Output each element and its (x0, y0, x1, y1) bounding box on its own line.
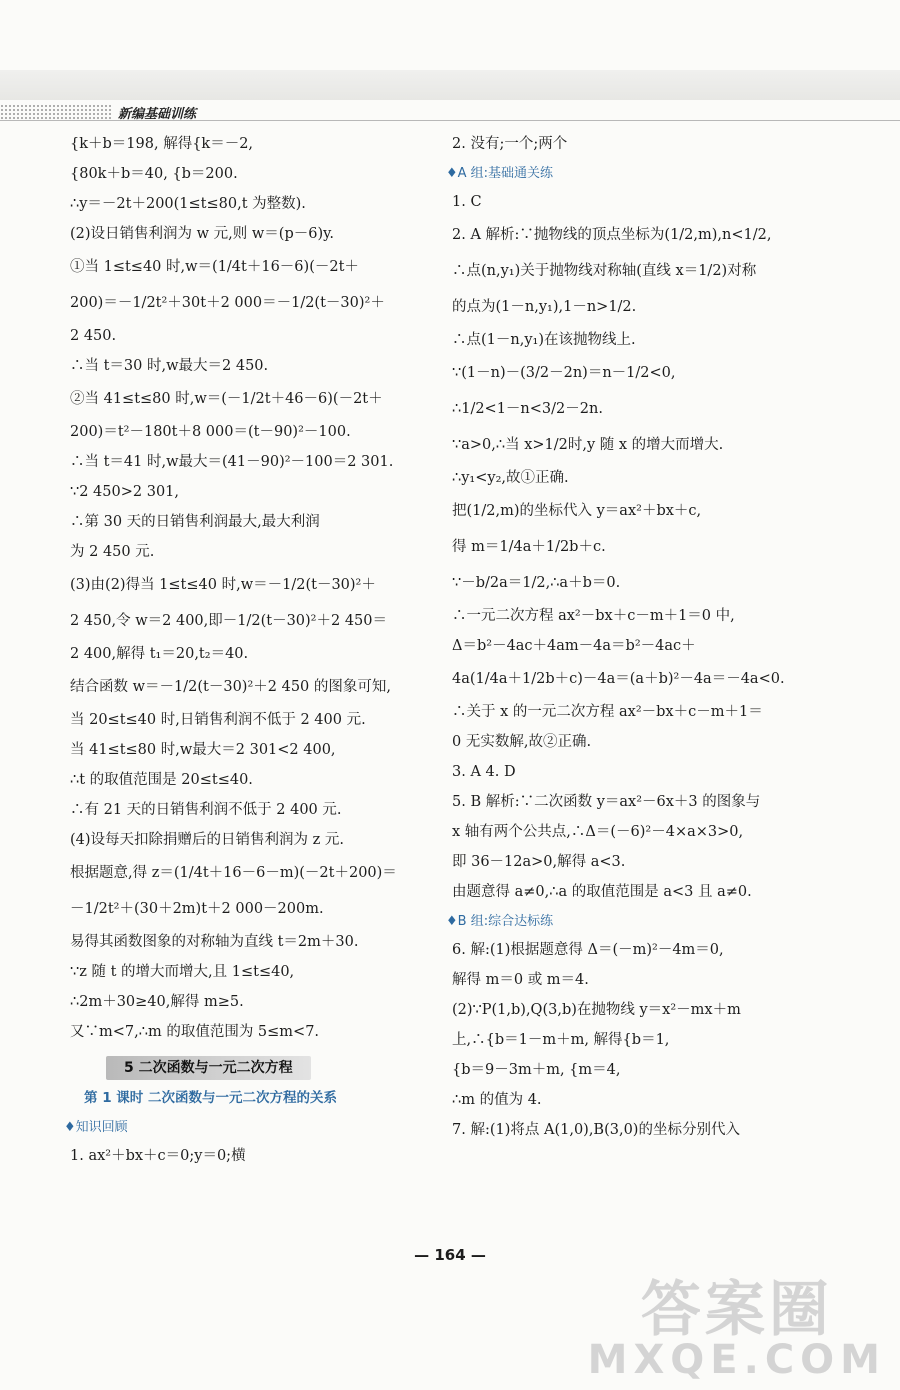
text-line: 的点为(1－n,y₁),1－n>1/2. (452, 299, 637, 315)
text-line: ∴一元二次方程 ax²－bx＋c－m＋1＝0 中, (452, 608, 735, 624)
text-line: x 轴有两个公共点,∴Δ＝(－6)²－4×a×3>0, (452, 824, 744, 840)
right-column (446, 134, 812, 1150)
watermark-logo (587, 1275, 886, 1383)
text-line: ①当 1≤t≤40 时,w＝(1/4t＋16－6)(－2t＋ (70, 259, 359, 275)
text-line: {k＋b＝198, 解得{k＝－2, (70, 136, 254, 152)
text-line: (2)∵P(1,b),Q(3,b)在抛物线 y＝x²－mx＋m (452, 1002, 741, 1018)
section-heading: ♦B 组:综合达标练 (446, 914, 554, 929)
text-line: (2)设日销售利润为 w 元,则 w＝(p－6)y. (70, 226, 334, 242)
text-line: 由题意得 a≠0,∴a 的取值范围是 a<3 且 a≠0. (452, 884, 752, 900)
text-line: 解得 m＝0 或 m＝4. (452, 972, 589, 988)
text-line: 当 20≤t≤40 时,日销售利润不低于 2 400 元. (70, 712, 366, 728)
text-line: 3. A 4. D (452, 764, 516, 780)
text-line: 易得其函数图象的对称轴为直线 t＝2m＋30. (70, 934, 359, 950)
text-line: ∴1/2<1－n<3/2－2n. (452, 401, 603, 417)
text-line: 5. B 解析:∵二次函数 y＝ax²－6x＋3 的图象与 (452, 794, 761, 810)
text-line: ∴m 的值为 4. (452, 1092, 542, 1108)
text-line: ∵－b/2a＝1/2,∴a＋b＝0. (452, 575, 621, 591)
text-line: 把(1/2,m)的坐标代入 y＝ax²＋bx＋c, (452, 503, 702, 519)
text-line: ∴t 的取值范围是 20≤t≤40. (70, 772, 253, 788)
text-line: 结合函数 w＝－1/2(t－30)²＋2 450 的图象可知, (70, 679, 391, 695)
text-line: {80k＋b＝40, {b＝200. (70, 166, 238, 182)
text-line: －1/2t²＋(30＋2m)t＋2 000－200m. (70, 901, 324, 917)
text-line: ∵2 450>2 301, (70, 484, 180, 500)
text-line: ∵a>0,∴当 x>1/2时,y 随 x 的增大而增大. (452, 437, 724, 453)
page-number: — 164 — (414, 1246, 486, 1264)
text-line: 上,∴{b＝1－m＋m, 解得{b＝1, (452, 1032, 670, 1048)
text-line: 2. A 解析:∵抛物线的顶点坐标为(1/2,m),n<1/2, (452, 227, 772, 243)
text-line: ∴第 30 天的日销售利润最大,最大利润 (70, 514, 320, 530)
text-line: ∴有 21 天的日销售利润不低于 2 400 元. (70, 802, 342, 818)
text-line: 200)＝－1/2t²＋30t＋2 000＝－1/2(t－30)²＋ (70, 295, 385, 311)
text-line: {b＝9－3m＋m, {m＝4, (452, 1062, 621, 1078)
text-line: 2 400,解得 t₁＝20,t₂＝40. (70, 646, 249, 662)
text-line: ∴当 t＝30 时,w最大＝2 450. (70, 358, 269, 374)
text-line: ∵(1－n)－(3/2－2n)＝n－1/2<0, (452, 365, 676, 381)
text-line: 1. C (452, 194, 482, 210)
text-line: ∴点(n,y₁)关于抛物线对称轴(直线 x＝1/2)对称 (452, 263, 757, 279)
text-line: 2 450. (70, 328, 117, 344)
lesson-title: 第 1 课时 二次函数与一元二次方程的关系 (84, 1090, 337, 1106)
text-line: 1. ax²＋bx＋c＝0;y＝0;横 (70, 1148, 246, 1164)
section-heading: ♦A 组:基础通关练 (446, 166, 554, 181)
top-band (0, 70, 900, 100)
header-dot-pattern (0, 104, 112, 120)
text-line: 又∵m<7,∴m 的取值范围为 5≤m<7. (70, 1024, 320, 1040)
section-heading: ♦知识回顾 (64, 1120, 128, 1135)
text-line: 2 450,令 w＝2 400,即－1/2(t－30)²＋2 450＝ (70, 613, 388, 629)
text-line: 2. 没有;一个;两个 (452, 136, 568, 152)
text-line: (4)设每天扣除捐赠后的日销售利润为 z 元. (70, 832, 345, 848)
left-column (64, 134, 415, 1176)
text-line: ∴关于 x 的一元二次方程 ax²－bx＋c－m＋1＝ (452, 704, 763, 720)
text-line: 当 41≤t≤80 时,w最大＝2 301<2 400, (70, 742, 336, 758)
text-line: (3)由(2)得当 1≤t≤40 时,w＝－1/2(t－30)²＋ (70, 577, 376, 593)
text-line: ∴2m＋30≥40,解得 m≥5. (70, 994, 244, 1010)
text-line: 7. 解:(1)将点 A(1,0),B(3,0)的坐标分别代入 (452, 1122, 740, 1138)
text-line: 0 无实数解,故②正确. (452, 734, 592, 750)
text-line: ∴y₁<y₂,故①正确. (452, 470, 569, 486)
watermark-line: 答案圈 (640, 1275, 833, 1345)
text-line: ∴点(1－n,y₁)在该抛物线上. (452, 332, 636, 348)
text-line: Δ＝b²－4ac＋4am－4a＝b²－4ac＋ (452, 638, 696, 654)
chapter-banner: 5 二次函数与一元二次方程 (106, 1056, 311, 1080)
series-title: 新编基础训练 (118, 107, 197, 122)
section-label: B 组:综合达标练 (457, 914, 554, 929)
section-label: A 组:基础通关练 (457, 166, 554, 181)
text-line: ∵z 随 t 的增大而增大,且 1≤t≤40, (70, 964, 295, 980)
watermark-line: MXQE.COM (587, 1337, 886, 1383)
text-line: 6. 解:(1)根据题意得 Δ＝(－m)²－4m＝0, (452, 942, 724, 958)
text-line: ∴y＝－2t＋200(1≤t≤80,t 为整数). (70, 196, 306, 212)
text-line: ∴当 t＝41 时,w最大＝(41－90)²－100＝2 301. (70, 454, 394, 470)
text-line: 得 m＝1/4a＋1/2b＋c. (452, 539, 606, 555)
text-line: 为 2 450 元. (70, 544, 155, 560)
text-line: 即 36－12a>0,解得 a<3. (452, 854, 626, 870)
text-line: 200)＝t²－180t＋8 000＝(t－90)²－100. (70, 424, 351, 440)
text-line: ②当 41≤t≤80 时,w＝(－1/2t＋46－6)(－2t＋ (70, 391, 383, 407)
section-label: 知识回顾 (75, 1120, 128, 1135)
text-line: 4a(1/4a＋1/2b＋c)－4a＝(a＋b)²－4a＝－4a<0. (452, 671, 785, 687)
text-line: 根据题意,得 z＝(1/4t＋16－6－m)(－2t＋200)＝ (70, 865, 397, 881)
